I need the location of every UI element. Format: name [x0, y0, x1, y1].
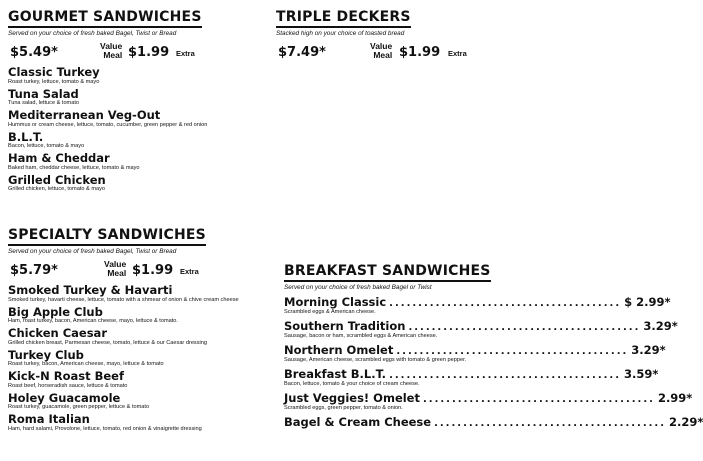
menu-item-name: B.L.T. [8, 129, 44, 144]
dot-leader: ........................................ [389, 298, 622, 309]
meal-label: Meal [107, 268, 127, 278]
menu-item [8, 109, 228, 129]
menu-item-name: Kick-N Roast Beef [8, 369, 124, 383]
dot-leader: ........................................ [434, 418, 667, 429]
menu-item-description: Ham, hard salami, Provolone, lettuce, tomato, red onion & vinaigrette dressing [8, 425, 202, 432]
breakfast-item-name: Breakfast B.L.T. [284, 367, 387, 381]
menu-item-name: Tuna Salad [8, 86, 79, 101]
menu-item-description: Tuna salad, lettuce & tomato [8, 100, 79, 106]
breakfast-item-name: Morning Classic [284, 295, 387, 309]
breakfast-item-price: 3.29* [631, 343, 666, 357]
triple-value-meal-label [370, 42, 392, 60]
menu-item-description: Roast beef, horseradish sauce, lettuce & tomato [8, 382, 128, 389]
menu-item-description: Hummus or cream cheese, lettuce, tomato, cucumber, green pepper & red onion [8, 121, 208, 128]
gourmet-section [8, 6, 228, 193]
meal-label: Meal [103, 50, 123, 60]
triple-price-row [276, 40, 556, 64]
menu-item [8, 413, 268, 433]
dot-leader: ........................................ [396, 346, 629, 357]
breakfast-item-row [284, 319, 678, 333]
menu-item-description: Smoked turkey, havarti cheese, lettuce, tomato with a shmear of onion & chive cream cheese [8, 296, 239, 303]
breakfast-item-price: 3.29* [643, 319, 678, 333]
menu-item-name: Grilled Chicken [8, 172, 106, 187]
specialty-title: SPECIALTY SANDWICHES [8, 228, 206, 246]
breakfast-item-name: Bagel & Cream Cheese [284, 415, 432, 429]
triple-section [276, 6, 556, 64]
menu-item-name: Ham & Cheddar [8, 151, 110, 165]
gourmet-subtitle: Served on your choice of fresh baked Bagel, Twist or Bread [8, 30, 177, 37]
menu-item-description: Roast turkey, guacamole, green pepper, lettuce & tomato [8, 404, 150, 410]
menu-item-description: Ham, roast turkey, bacon, American cheese, mayo, lettuce & tomato. [8, 318, 178, 324]
breakfast-item-description: Scrambled eggs & American cheese. [284, 309, 376, 315]
menu-item-name: Chicken Caesar [8, 326, 107, 340]
breakfast-item-description: Sausage, American cheese, scrambled eggs with tomato & green pepper. [284, 357, 467, 363]
breakfast-item [284, 391, 693, 412]
specialty-extra-label: Extra [180, 267, 199, 276]
breakfast-item-row [284, 415, 703, 429]
breakfast-item-price: 2.99* [657, 391, 693, 405]
menu-item [8, 306, 268, 326]
menu-item [8, 174, 228, 194]
menu-item-name: Turkey Club [8, 347, 84, 362]
menu-item [8, 327, 268, 347]
menu-item [8, 392, 268, 412]
dot-leader: ........................................ [422, 394, 655, 405]
breakfast-subtitle: Served on your choice of fresh baked Bagel or Twist [284, 284, 432, 291]
breakfast-item-row [284, 391, 693, 405]
menu-item-name: Mediterranean Veg-Out [8, 108, 161, 122]
breakfast-item [284, 367, 659, 388]
menu-item-name: Holey Guacamole [8, 390, 121, 405]
menu-item [8, 88, 228, 108]
menu-item [8, 131, 228, 151]
specialty-value-meal-price: $1.99 [132, 263, 174, 278]
breakfast-item-name: Just Veggies! Omelet [284, 391, 420, 405]
menu-item-name: Classic Turkey [8, 65, 100, 79]
specialty-section [8, 224, 268, 433]
breakfast-item-row [284, 295, 671, 309]
gourmet-value-meal-price: $1.99 [128, 45, 170, 60]
gourmet-extra-label: Extra [176, 49, 195, 58]
gourmet-item-list [8, 66, 228, 193]
breakfast-item-price: 3.59* [624, 367, 659, 381]
menu-item-name: Smoked Turkey & Havarti [8, 283, 173, 297]
breakfast-item-description: Sausage, bacon or ham, scrambled eggs & American cheese. [284, 333, 438, 339]
specialty-price: $5.79* [10, 263, 58, 278]
menu-item-description: Roast turkey, lettuce, tomato & mayo [8, 78, 100, 85]
breakfast-item-row [284, 367, 659, 381]
breakfast-item-description: Bacon, lettuce, tomato & your choice of cream cheese. [284, 381, 420, 387]
dot-leader: ........................................ [389, 370, 622, 381]
breakfast-item [284, 295, 671, 316]
value-label: Value [100, 41, 123, 51]
breakfast-section [284, 260, 703, 429]
gourmet-price-row [8, 40, 228, 64]
menu-item [8, 349, 268, 369]
specialty-item-list [8, 284, 268, 433]
menu-item [8, 66, 228, 86]
specialty-price-row [8, 258, 268, 282]
breakfast-item [284, 319, 678, 340]
breakfast-item [284, 343, 666, 364]
value-label: Value [370, 41, 393, 51]
breakfast-item [284, 415, 703, 429]
breakfast-item-list [284, 295, 703, 429]
gourmet-price: $5.49* [10, 45, 58, 60]
menu-item-description: Baked ham, cheddar cheese, lettuce, tomato & mayo [8, 164, 140, 171]
specialty-subtitle: Served on your choice of fresh baked Bagel, Twist or Bread [8, 248, 177, 255]
dot-leader: ........................................ [408, 322, 641, 333]
breakfast-title: BREAKFAST SANDWICHES [284, 264, 491, 282]
menu-item [8, 370, 268, 390]
menu-item-description: Grilled chicken breast, Parmesan cheese, tomato, lettuce & our Caesar dressing [8, 339, 207, 346]
meal-label: Meal [373, 50, 393, 60]
triple-price: $7.49* [278, 45, 326, 60]
menu-item-description: Bacon, lettuce, tomato & mayo [8, 143, 85, 149]
menu-item [8, 152, 228, 172]
breakfast-item-name: Southern Tradition [284, 319, 406, 333]
menu-item [8, 284, 268, 304]
gourmet-value-meal-label [100, 42, 122, 60]
menu-item-description: Roast turkey, bacon, American cheese, mayo, lettuce & tomato [8, 361, 164, 367]
triple-value-meal-price: $1.99 [399, 45, 441, 60]
menu-item-description: Grilled chicken, lettuce, tomato & mayo [8, 186, 106, 192]
triple-extra-label: Extra [448, 49, 467, 58]
specialty-value-meal-label [104, 260, 126, 278]
breakfast-item-price: $ 2.99* [624, 295, 671, 309]
breakfast-item-description: Scrambled eggs, green pepper, tomato & onion. [284, 405, 403, 411]
menu-item-name: Roma Italian [8, 412, 90, 426]
triple-title: TRIPLE DECKERS [276, 10, 411, 28]
breakfast-item-price: 2.29* [669, 415, 703, 429]
menu-item-name: Big Apple Club [8, 304, 103, 319]
breakfast-item-name: Northern Omelet [284, 343, 394, 357]
breakfast-item-row [284, 343, 666, 357]
gourmet-title: GOURMET SANDWICHES [8, 10, 202, 28]
triple-subtitle: Stacked high on your choice of toasted bread [276, 30, 405, 37]
value-label: Value [104, 259, 127, 269]
